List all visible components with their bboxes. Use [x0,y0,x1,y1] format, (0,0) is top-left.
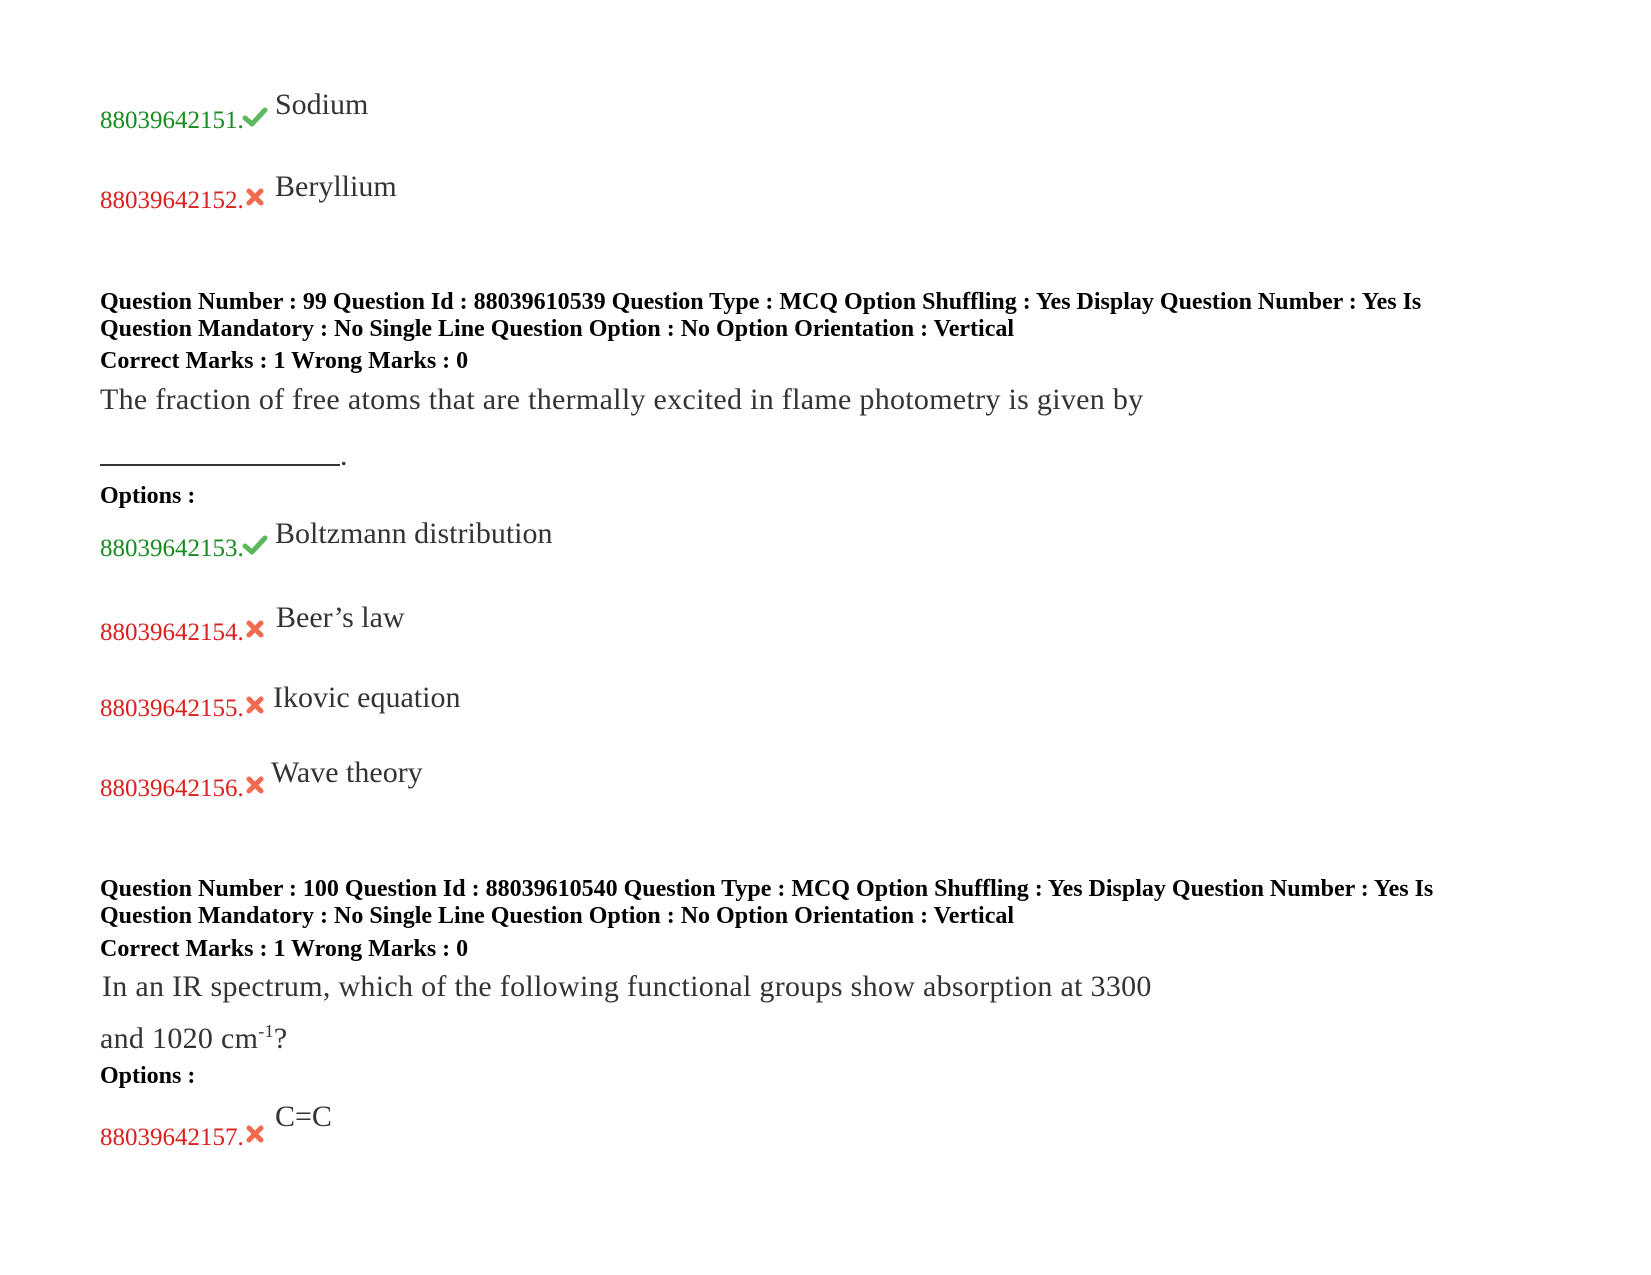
option-id: 88039642151. [100,107,244,134]
option-text: Beer’s law [276,601,405,634]
option-id: 88039642155. [100,695,244,722]
option-text: Sodium [275,88,369,121]
option-id: 88039642154. [100,619,244,646]
question-marks: Correct Marks : 1 Wrong Marks : 0 [100,936,469,962]
question-text: In an IR spectrum, which of the following functional groups show absorption at 3300 [102,970,1152,1003]
option-text: Wave theory [271,756,423,789]
question-text: The fraction of free atoms that are thermally excited in flame photometry is given by [100,383,1144,416]
question-text-line2 [100,1021,288,1057]
superscript-exponent: -1 [258,1021,274,1041]
question-meta-line: Question Number : 99 Question Id : 88039610539 Question Type : MCQ Option Shuffling : Yes Display Question Number : Yes Is [100,289,1422,315]
answer-blank [100,464,340,466]
question-text-end: . [340,439,348,472]
options-label: Options : [100,483,196,509]
options-label: Options : [100,1063,196,1089]
question-text-part: and 1020 cm [100,1022,259,1055]
option-text: C=C [275,1100,332,1133]
cross-icon [242,1121,268,1147]
cross-icon [242,184,268,210]
cross-icon [242,692,268,718]
option-text: Boltzmann distribution [275,517,553,550]
cross-icon [242,616,268,642]
check-icon [242,532,268,558]
question-text-part: ? [273,1022,288,1055]
option-id: 88039642153. [100,535,244,562]
question-marks: Correct Marks : 1 Wrong Marks : 0 [100,348,469,374]
option-id: 88039642156. [100,775,244,802]
option-id: 88039642157. [100,1124,244,1151]
option-text: Ikovic equation [273,681,461,714]
option-text: Beryllium [275,170,397,203]
question-meta-line: Question Mandatory : No Single Line Question Option : No Option Orientation : Vertical [100,316,1015,342]
question-meta-line: Question Number : 100 Question Id : 88039610540 Question Type : MCQ Option Shuffling : Yes Display Question Number : Yes Is [100,876,1434,902]
question-meta-line: Question Mandatory : No Single Line Question Option : No Option Orientation : Vertical [100,903,1015,929]
option-id: 88039642152. [100,187,244,214]
check-icon [242,104,268,130]
cross-icon [242,772,268,798]
